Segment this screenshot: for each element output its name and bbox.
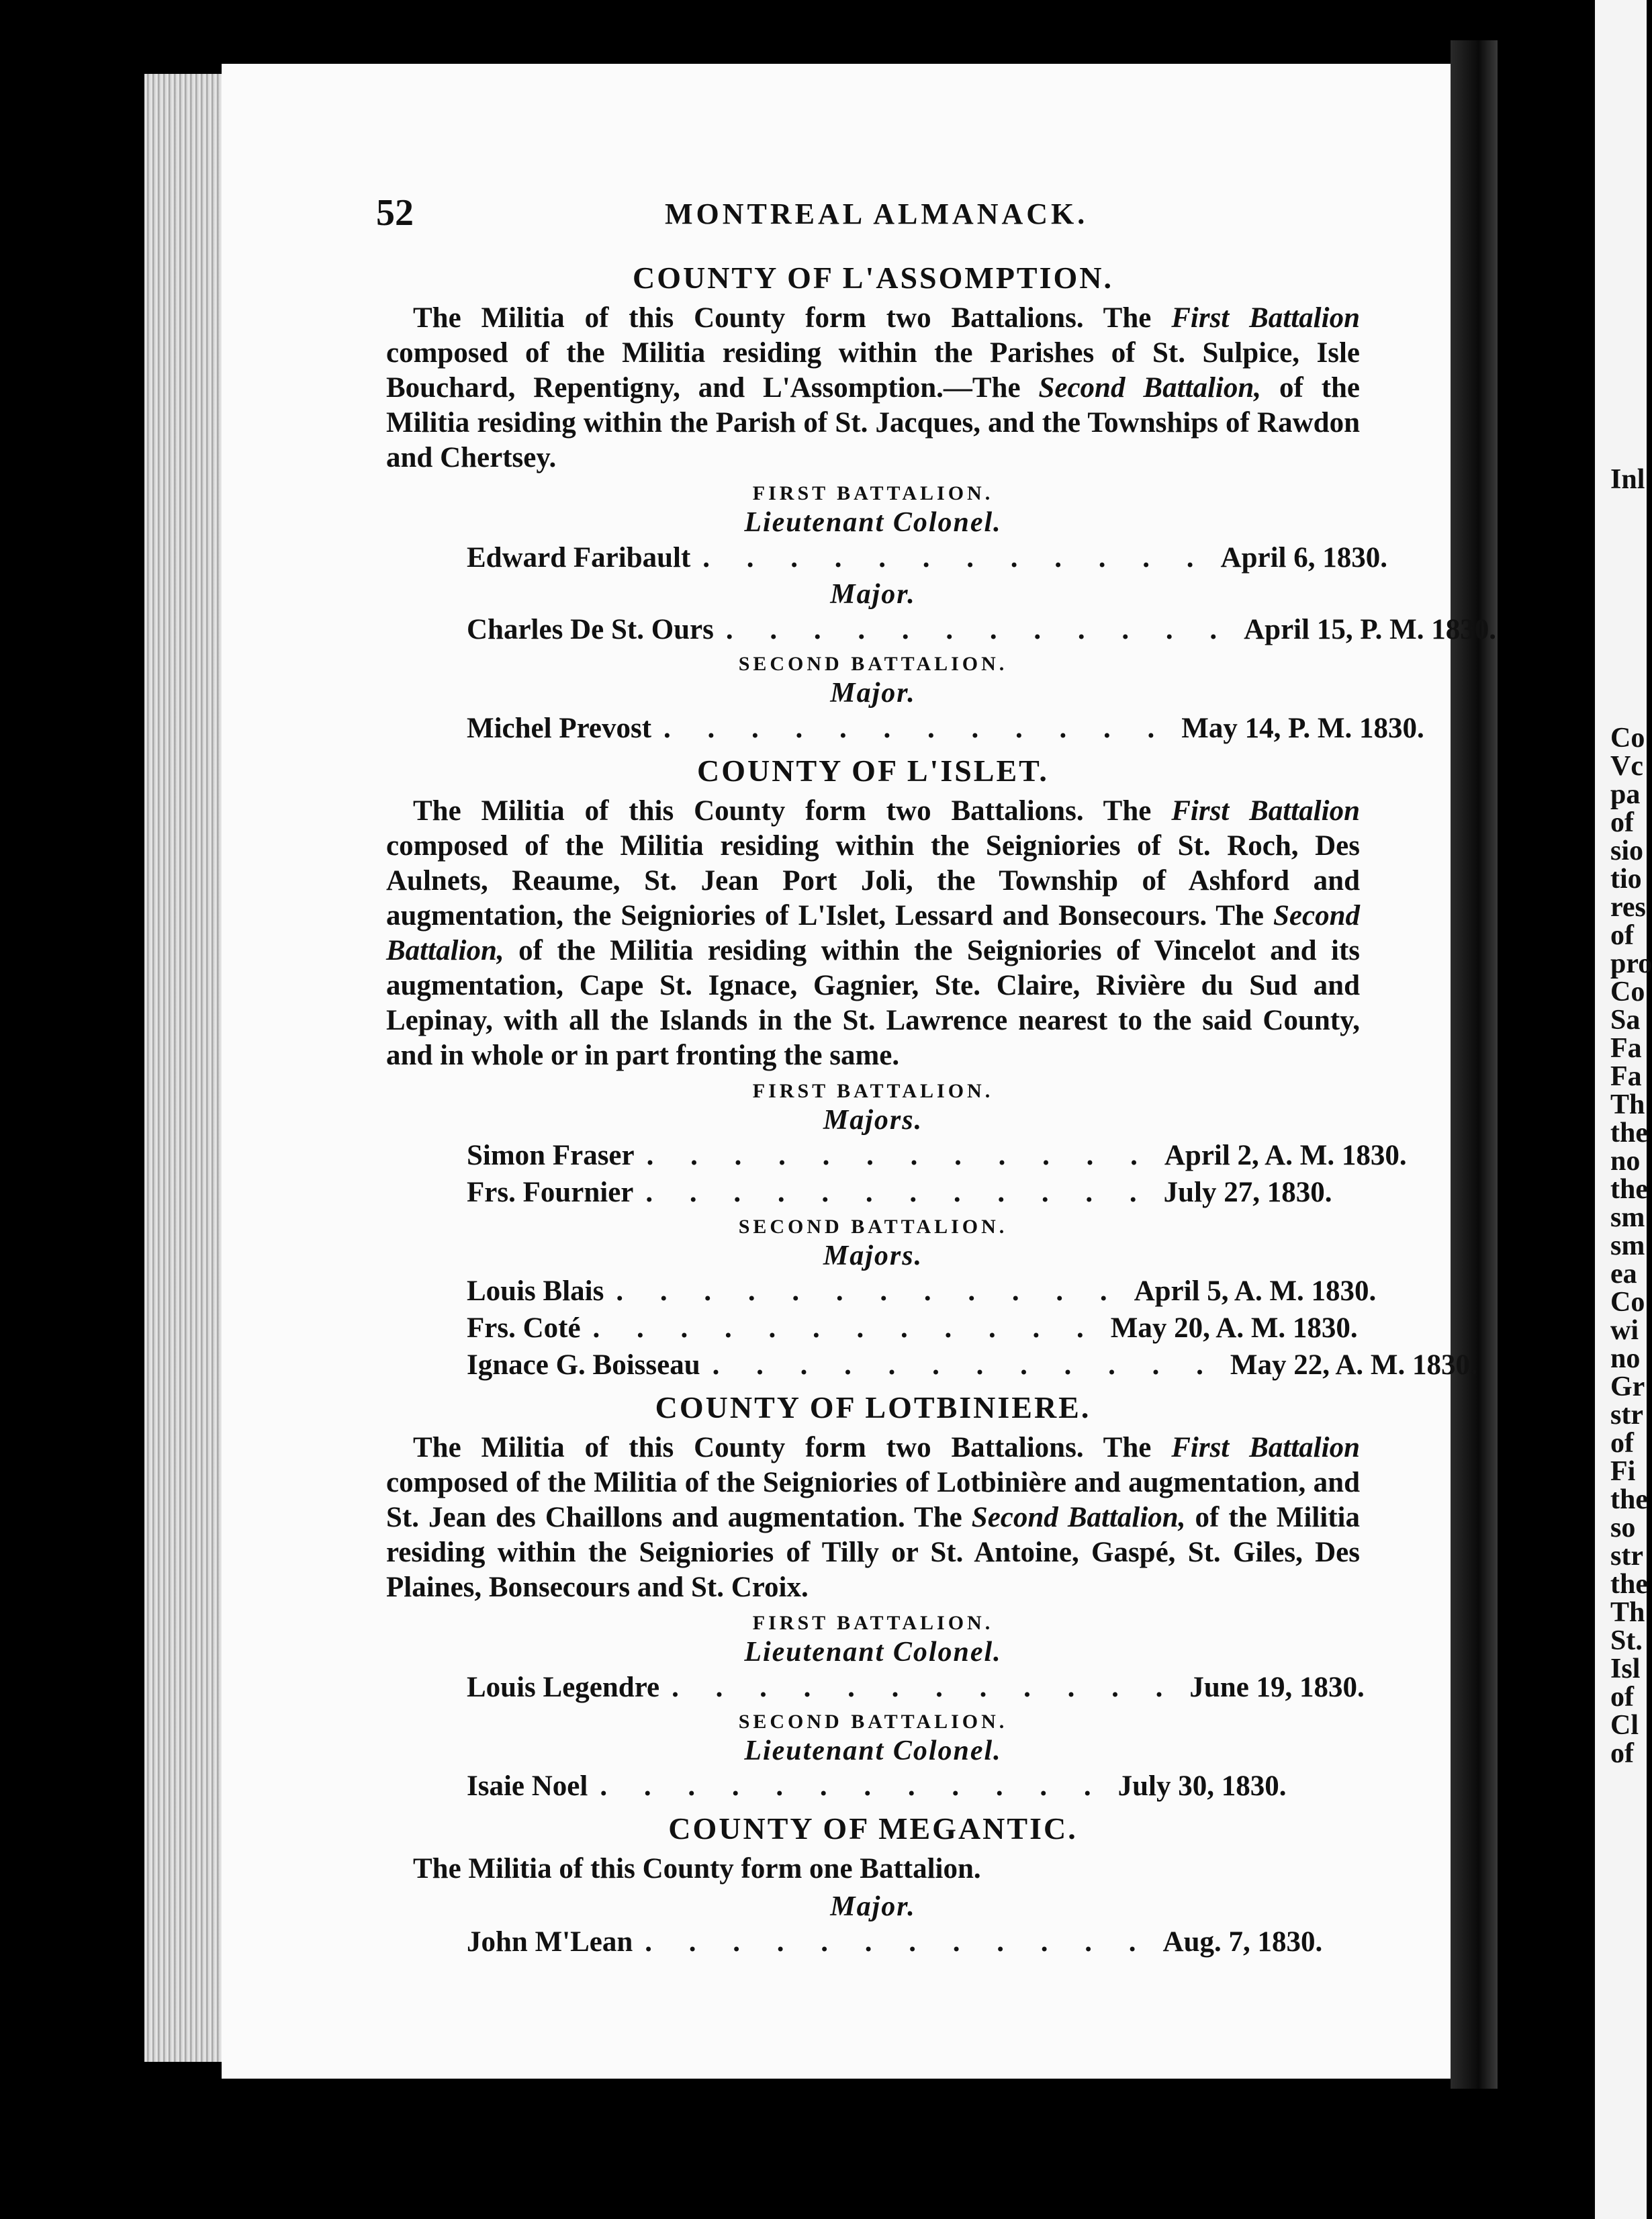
facing-page-fragment: of <box>1610 807 1634 838</box>
rank-heading: Major. <box>830 579 916 610</box>
page-edge-stack <box>144 74 232 2062</box>
commission-date: July 27, 1830. <box>1163 1177 1332 1208</box>
county-heading: COUNTY OF MEGANTIC. <box>668 1811 1078 1846</box>
facing-page-fragment: pro <box>1610 948 1652 979</box>
facing-page-fragment: the <box>1610 1118 1648 1148</box>
facing-page-fragment: Gr <box>1610 1371 1645 1402</box>
page-body <box>386 252 1496 1962</box>
commission-date: May 14, P. M. 1830. <box>1181 713 1424 744</box>
facing-page-fragment: of <box>1610 1738 1634 1769</box>
county-description <box>386 1852 1360 1887</box>
commission-date: April 2, A. M. 1830. <box>1164 1140 1407 1171</box>
battalion-heading: SECOND BATTALION. <box>738 653 1008 675</box>
commission-date: April 15, P. M. 1830. <box>1244 614 1496 645</box>
text-span: The Militia of this County form two Battalions. The <box>413 302 1172 334</box>
facing-page-fragment: pa <box>1610 779 1641 810</box>
facing-page-fragment: tio <box>1610 864 1642 895</box>
facing-page-fragment: Th <box>1610 1089 1645 1120</box>
facing-page-fragment: res <box>1610 892 1646 923</box>
leader-dots: . . . . . . . . . . . . <box>616 1275 1122 1307</box>
rank-heading: Majors. <box>823 1105 923 1136</box>
text-span: The Militia of this County form two Battalions. The <box>413 795 1172 827</box>
facing-page-fragment: sio <box>1610 835 1644 866</box>
facing-page-fragment: the <box>1610 1569 1648 1600</box>
rank-heading: Major. <box>830 1891 916 1922</box>
county-heading: COUNTY OF L'ASSOMPTION. <box>632 261 1114 295</box>
officer-row <box>386 1312 1360 1345</box>
commission-date: April 6, 1830. <box>1220 542 1387 574</box>
facing-page-fragment: Fi <box>1610 1456 1636 1487</box>
text-span: of the Militia residing within the Seigniories of Tilly or St. Antoine, Gaspé, St. Giles, Des Plaines, Bonsecours and St. Croix. <box>386 1502 1360 1603</box>
running-head-title: MONTREAL ALMANACK. <box>665 197 1089 230</box>
facing-page-fragment: str <box>1610 1541 1643 1572</box>
officer-row <box>386 1275 1377 1308</box>
officer-name: Edward Faribault <box>467 542 691 574</box>
facing-page-fragment: so <box>1610 1512 1636 1543</box>
facing-page-fragment: Fa <box>1610 1061 1642 1092</box>
leader-dots: . . . . . . . . . . . . <box>600 1770 1106 1802</box>
officer-row <box>386 1770 1360 1803</box>
facing-page-fragment: Co <box>1610 977 1645 1007</box>
officer-row <box>386 1671 1365 1704</box>
facing-page-fragment: ea <box>1610 1259 1637 1289</box>
facing-page-fragment: Cl <box>1610 1710 1639 1741</box>
county-heading: COUNTY OF LOTBINIERE. <box>655 1390 1091 1424</box>
facing-page-fragment: Sa <box>1610 1005 1641 1036</box>
county-heading: COUNTY OF L'ISLET. <box>697 754 1049 788</box>
facing-page-fragment: str <box>1610 1400 1643 1431</box>
text-span: of the Militia residing within the Parish of St. Jacques, and the Townships of Rawdon and Chertsey. <box>386 372 1361 473</box>
officer-name: Isaie Noel <box>467 1770 588 1802</box>
rank-heading: Major. <box>830 678 916 709</box>
leader-dots: . . . . . . . . . . . . <box>725 614 1232 645</box>
text-span: of the Militia residing within the Seigniories of Vincelot and its augmentation, Cape St. Ignace, Gagnier, Ste. Claire, Rivière du Sud and Lepinay, with all the Islands in the St. Lawrence nearest to the said County, and in whole or in part fronting the same. <box>386 935 1360 1071</box>
officer-name: Louis Legendre <box>467 1672 660 1703</box>
officer-row <box>386 613 1496 646</box>
facing-page-fragment: no <box>1610 1146 1641 1177</box>
rank-heading: Lieutenant Colonel. <box>744 507 1002 538</box>
text-span: The Militia of this County form one Battalion. <box>413 1853 981 1885</box>
battalion-heading: SECOND BATTALION. <box>738 1711 1008 1733</box>
italic-phrase: Second Battalion, <box>386 900 1360 966</box>
leader-dots: . . . . . . . . . . . . <box>646 1140 1152 1171</box>
rank-heading: Lieutenant Colonel. <box>744 1735 1002 1766</box>
facing-page-fragment: Isl <box>1610 1654 1641 1684</box>
facing-page-fragment: Co <box>1610 1287 1645 1318</box>
county-description <box>386 794 1360 1073</box>
page-number: 52 <box>376 192 414 234</box>
text-span: composed of the Militia residing within the Parishes of St. Sulpice, Isle Bouchard, Repentigny, and L'Assomption.—The <box>386 337 1360 404</box>
battalion-heading: SECOND BATTALION. <box>738 1216 1008 1238</box>
battalion-heading: FIRST BATTALION. <box>752 482 994 504</box>
italic-phrase: First Battalion <box>1171 1432 1360 1463</box>
facing-page-fragment: of <box>1610 1428 1634 1459</box>
rank-heading: Majors. <box>823 1240 923 1271</box>
facing-page-fragment: Co <box>1610 723 1645 754</box>
facing-page-fragment: the <box>1610 1484 1648 1515</box>
facing-page-fragment: Th <box>1610 1597 1645 1628</box>
officer-name: Simon Fraser <box>467 1140 635 1171</box>
commission-date: May 20, A. M. 1830. <box>1110 1312 1358 1344</box>
commission-date: May 22, A. M. 1830. <box>1230 1349 1477 1381</box>
officer-name: Charles De St. Ours <box>467 614 714 645</box>
italic-phrase: First Battalion <box>1171 302 1360 334</box>
officer-name: Frs. Coté <box>467 1312 581 1344</box>
officer-row <box>386 1926 1360 1958</box>
facing-page-fragment: Inl <box>1610 464 1645 495</box>
italic-phrase: Second Battalion, <box>1038 372 1262 404</box>
running-head <box>376 191 1397 232</box>
facing-page-fragment: St. <box>1610 1625 1643 1656</box>
commission-date: July 30, 1830. <box>1117 1770 1287 1802</box>
leader-dots: . . . . . . . . . . . . <box>645 1926 1151 1958</box>
facing-page-fragment: wi <box>1610 1315 1639 1346</box>
facing-page-fragment: sm <box>1610 1202 1645 1233</box>
officer-name: Michel Prevost <box>467 713 652 744</box>
officer-row <box>386 1349 1477 1382</box>
italic-phrase: First Battalion <box>1171 795 1360 827</box>
commission-date: June 19, 1830. <box>1189 1672 1365 1703</box>
leader-dots: . . . . . . . . . . . . <box>592 1312 1099 1344</box>
rank-heading: Lieutenant Colonel. <box>744 1637 1002 1668</box>
facing-page-fragment: of <box>1610 920 1634 951</box>
facing-page-fragment: no <box>1610 1343 1641 1374</box>
officer-row <box>386 712 1424 745</box>
officer-row <box>386 1176 1360 1209</box>
leader-dots: . . . . . . . . . . . . <box>645 1177 1152 1208</box>
officer-name: John M'Lean <box>467 1926 633 1958</box>
officer-row <box>386 541 1387 574</box>
italic-phrase: Second Battalion, <box>971 1502 1186 1533</box>
leader-dots: . . . . . . . . . . . . <box>672 1672 1178 1703</box>
facing-page-fragment: Fa <box>1610 1033 1642 1064</box>
leader-dots: . . . . . . . . . . . . <box>702 542 1209 574</box>
battalion-heading: FIRST BATTALION. <box>752 1612 994 1634</box>
text-span: composed of the Militia residing within the Seigniories of St. Roch, Des Aulnets, Reaume, St. Jean Port Joli, the Township of Ashford and augmentation, the Seigniories of L'Islet, Lessard and Bonsecours. The <box>386 830 1360 932</box>
county-description <box>386 1431 1360 1605</box>
text-span: composed of the Militia of the Seigniories of Lotbinière and augmentation, and St. Jean des Chaillons and augmentation. The <box>386 1467 1360 1533</box>
battalion-heading: FIRST BATTALION. <box>752 1080 994 1102</box>
facing-page-fragment: Vc <box>1610 751 1643 782</box>
officer-row <box>386 1139 1407 1172</box>
officer-name: Frs. Fournier <box>467 1177 634 1208</box>
leader-dots: . . . . . . . . . . . . <box>712 1349 1218 1381</box>
text-span: The Militia of this County form two Battalions. The <box>413 1432 1172 1463</box>
facing-page-fragment: of <box>1610 1682 1634 1713</box>
officer-name: Louis Blais <box>467 1275 604 1307</box>
leader-dots: . . . . . . . . . . . . <box>663 713 1170 744</box>
officer-name: Ignace G. Boisseau <box>467 1349 700 1381</box>
commission-date: Aug. 7, 1830. <box>1162 1926 1323 1958</box>
commission-date: April 5, A. M. 1830. <box>1134 1275 1377 1307</box>
facing-page-fragment: sm <box>1610 1230 1645 1261</box>
facing-page-fragment: the <box>1610 1174 1648 1205</box>
book-gutter <box>1451 40 1498 2089</box>
county-description <box>386 301 1360 476</box>
